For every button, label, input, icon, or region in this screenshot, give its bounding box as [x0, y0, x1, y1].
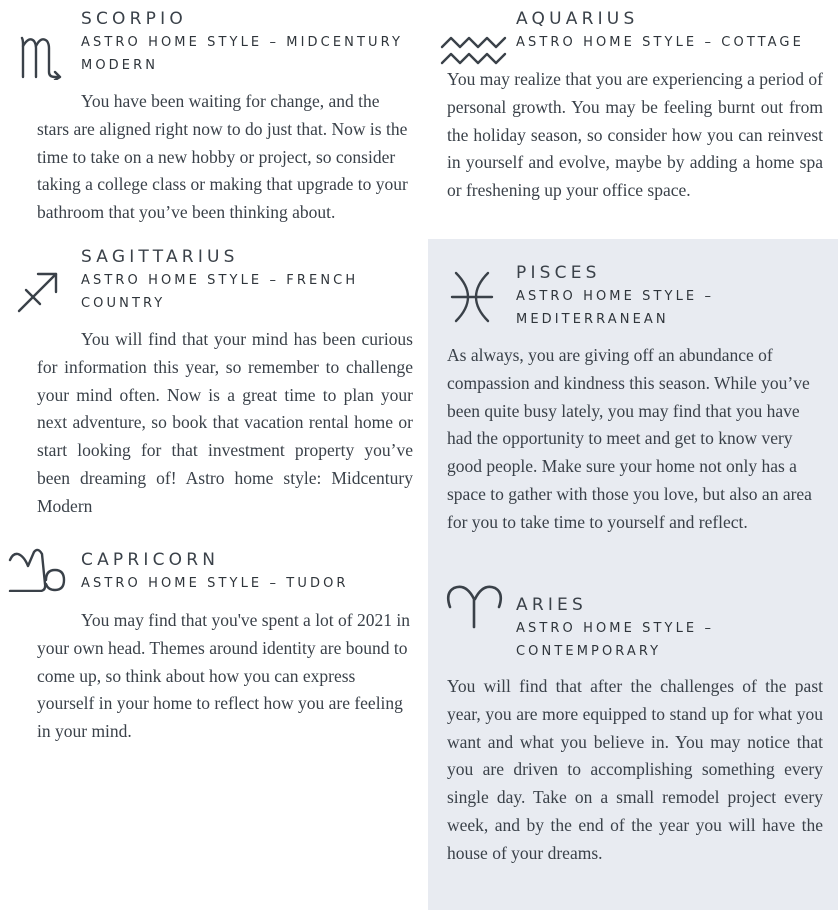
scorpio-style: ASTRO HOME STYLE – MIDCENTURY MODERN [81, 35, 403, 73]
capricorn-text: You may find that you've spent a lot of 2021 in your own head. Themes around identity are bound to come up, so think about how you can express yourself in your home to reflect how you are feeling in your mind. [37, 610, 410, 742]
aquarius-icon [440, 36, 508, 66]
aries-section [428, 585, 838, 885]
aries-style: ASTRO HOME STYLE – CONTEMPORARY [516, 621, 715, 659]
aquarius-section [428, 0, 838, 235]
sagittarius-section [0, 240, 420, 516]
aquarius-title: AQUARIUS [516, 9, 639, 29]
scorpio-text: You have been waiting for change, and the stars are aligned right now to do just that. Now is the time to take on a new hobby or project, so consider taking a college class or making that upgrade to your bathroom that you’ve been thinking about. [37, 91, 408, 223]
aquarius-style: ASTRO HOME STYLE – COTTAGE [516, 35, 804, 50]
capricorn-title: CAPRICORN [81, 550, 220, 570]
capricorn-section [0, 545, 420, 765]
capricorn-style: ASTRO HOME STYLE – TUDOR [81, 576, 349, 591]
aquarius-text-content: You may realize that you are experiencing a period of personal growth. You may be feeling burnt out from the holiday season, so consider how you can reinvest in yourself and evolve, maybe by adding a home spa or freshening up your office space. [447, 69, 823, 201]
pisces-text: As always, you are giving off an abundance of compassion and kindness this season. While you’ve been quite busy lately, you may find that you have had the opportunity to meet and get to know very good people. Make sure your home not only has a space to gather with those you love, but also an area for you to take time to yourself and reflect. [447, 345, 812, 532]
sagittarius-title: SAGITTARIUS [81, 247, 239, 267]
aries-icon [444, 585, 506, 629]
scorpio-section [0, 0, 420, 235]
aquarius-text [447, 66, 823, 205]
sagittarius-style: ASTRO HOME STYLE – FRENCH COUNTRY [81, 273, 359, 311]
aries-text: You will find that after the challenges of the past year, you are more equipped to stand up for what you want and what you believe in. You may notice that you are driven to accomplishing something every single day. Take on a small remodel project every week, and by the end of the year you will have the house of your dreams. [447, 676, 823, 863]
aries-title: ARIES [516, 595, 587, 615]
sagittarius-icon [16, 270, 60, 314]
pisces-style: ASTRO HOME STYLE – MEDITERRANEAN [516, 289, 715, 327]
pisces-icon [448, 271, 496, 323]
scorpio-title: SCORPIO [81, 9, 187, 29]
pisces-section [428, 255, 838, 545]
pisces-title: PISCES [516, 263, 601, 283]
sagittarius-text: You will find that your mind has been curious for information this year, so remember to challenge your mind often. Now is a great time to plan your next adventure, so book that vacation rental home or start looking for that investment property you’ve been dreaming of! Astro home style: Midcentury Modern [37, 329, 413, 516]
capricorn-icon [8, 548, 68, 592]
scorpio-icon [18, 34, 64, 80]
